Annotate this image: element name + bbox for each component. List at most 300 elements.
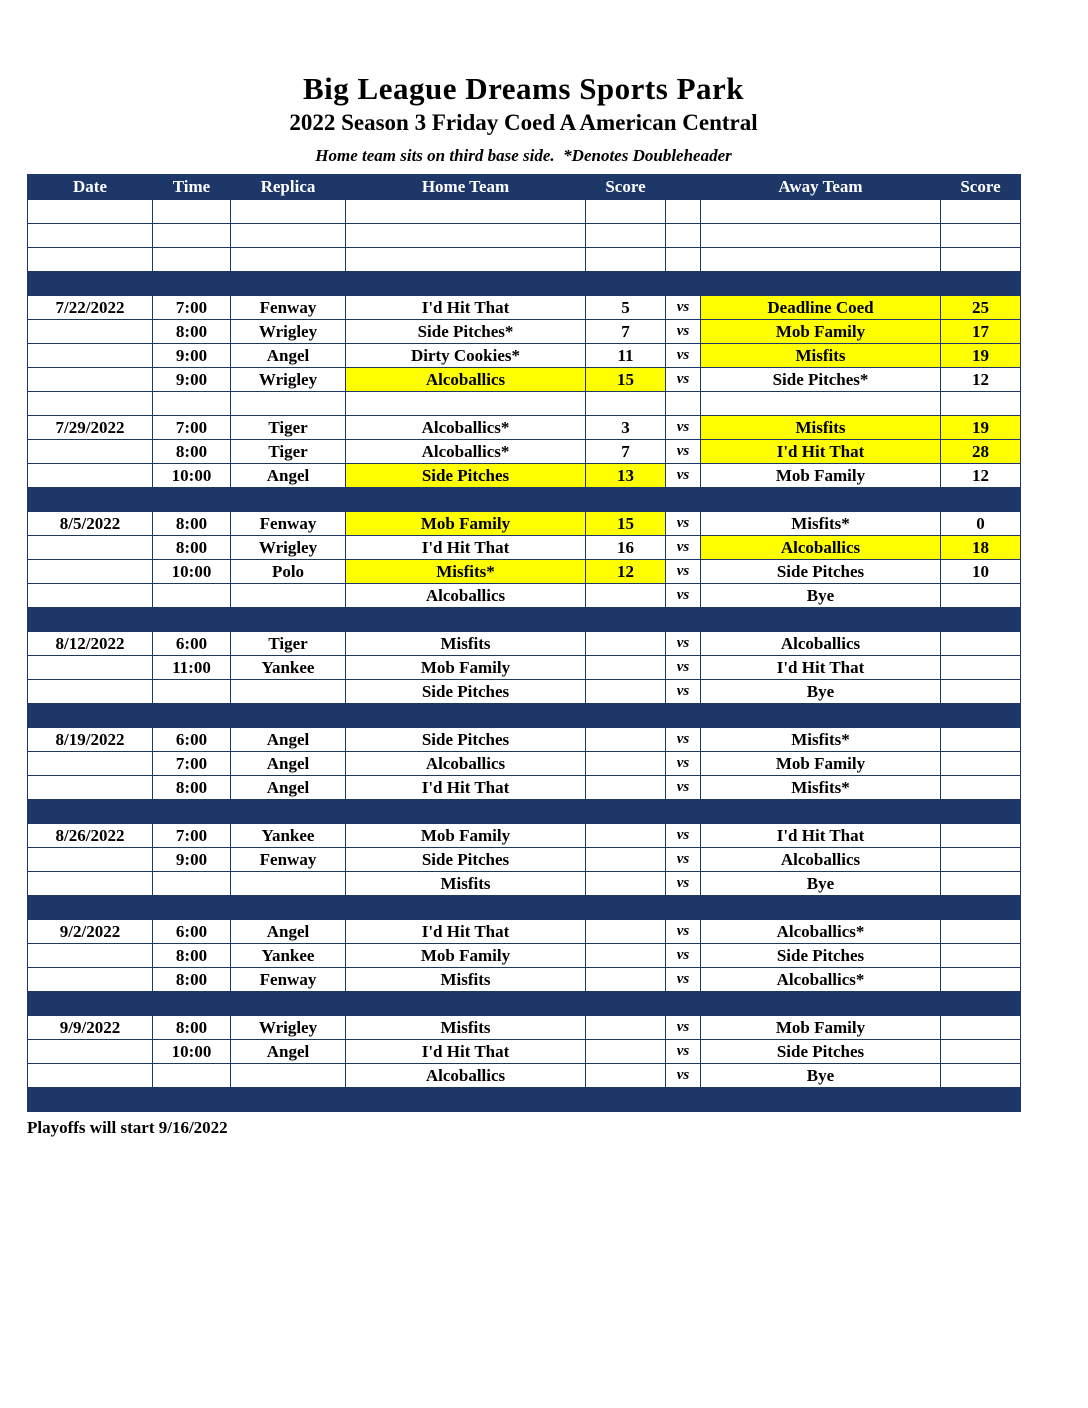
cell-time: 8:00 [153, 944, 231, 968]
cell-away-score: 10 [941, 560, 1021, 584]
cell-home-team: I'd Hit That [346, 296, 586, 320]
cell-home-team: Misfits [346, 632, 586, 656]
cell-home-team: Side Pitches [346, 680, 586, 704]
playoffs-note: Playoffs will start 9/16/2022 [27, 1118, 228, 1137]
cell-date [28, 560, 153, 584]
separator-cell [28, 272, 153, 296]
separator-cell [666, 1088, 701, 1112]
cell-home-score: 7 [586, 440, 666, 464]
separator-cell [231, 992, 346, 1016]
cell-date: 7/29/2022 [28, 416, 153, 440]
cell-home-team: I'd Hit That [346, 1040, 586, 1064]
empty-cell [941, 200, 1021, 224]
cell-away-team: Mob Family [701, 1016, 941, 1040]
cell-away-team: Alcoballics [701, 848, 941, 872]
cell-replica [231, 680, 346, 704]
empty-cell [666, 200, 701, 224]
cell-vs: vs [666, 464, 701, 488]
cell-vs: vs [666, 752, 701, 776]
cell-time [153, 872, 231, 896]
cell-away-score: 12 [941, 464, 1021, 488]
separator-cell [586, 800, 666, 824]
cell-home-score: 15 [586, 368, 666, 392]
cell-home-score: 3 [586, 416, 666, 440]
empty-cell [666, 248, 701, 272]
cell-replica: Wrigley [231, 320, 346, 344]
cell-time: 7:00 [153, 416, 231, 440]
empty-cell [346, 392, 586, 416]
cell-vs: vs [666, 1016, 701, 1040]
cell-replica: Polo [231, 560, 346, 584]
cell-vs: vs [666, 1040, 701, 1064]
empty-cell [941, 392, 1021, 416]
empty-cell [586, 392, 666, 416]
cell-away-team: Misfits [701, 344, 941, 368]
cell-away-team: Bye [701, 584, 941, 608]
cell-home-score: 5 [586, 296, 666, 320]
cell-home-score [586, 848, 666, 872]
cell-replica: Fenway [231, 296, 346, 320]
game-row [28, 824, 1021, 848]
empty-cell [346, 248, 586, 272]
cell-away-team: I'd Hit That [701, 824, 941, 848]
cell-home-score: 13 [586, 464, 666, 488]
separator-cell [666, 992, 701, 1016]
empty-cell [941, 224, 1021, 248]
separator-cell [666, 896, 701, 920]
cell-home-team: Side Pitches [346, 728, 586, 752]
separator-cell [28, 1088, 153, 1112]
cell-replica: Wrigley [231, 1016, 346, 1040]
cell-away-team: Alcoballics* [701, 968, 941, 992]
empty-cell [231, 224, 346, 248]
cell-time: 6:00 [153, 728, 231, 752]
cell-home-score: 16 [586, 536, 666, 560]
separator-cell [28, 704, 153, 728]
cell-time [153, 584, 231, 608]
empty-cell [153, 200, 231, 224]
cell-away-score [941, 584, 1021, 608]
cell-away-team: I'd Hit That [701, 440, 941, 464]
cell-vs: vs [666, 440, 701, 464]
separator-cell [941, 896, 1021, 920]
separator-cell [586, 488, 666, 512]
cell-time: 11:00 [153, 656, 231, 680]
empty-cell [701, 248, 941, 272]
cell-replica: Fenway [231, 512, 346, 536]
separator-cell [346, 704, 586, 728]
cell-date: 9/9/2022 [28, 1016, 153, 1040]
cell-date [28, 464, 153, 488]
game-row [28, 464, 1021, 488]
page-title: Big League Dreams Sports Park [302, 71, 745, 106]
cell-replica: Tiger [231, 440, 346, 464]
game-row [28, 944, 1021, 968]
separator-cell [28, 896, 153, 920]
cell-away-team: Alcoballics [701, 536, 941, 560]
cell-time: 10:00 [153, 1040, 231, 1064]
cell-home-score [586, 680, 666, 704]
separator-cell [231, 704, 346, 728]
cell-away-score: 19 [941, 416, 1021, 440]
cell-home-team: Alcoballics [346, 368, 586, 392]
table-body [28, 200, 1021, 1112]
cell-away-score [941, 680, 1021, 704]
cell-vs: vs [666, 872, 701, 896]
cell-home-score [586, 824, 666, 848]
empty-cell [28, 248, 153, 272]
separator-cell [586, 992, 666, 1016]
cell-vs: vs [666, 728, 701, 752]
cell-home-score [586, 656, 666, 680]
cell-away-score [941, 920, 1021, 944]
game-row [28, 680, 1021, 704]
cell-home-score [586, 776, 666, 800]
game-row [28, 344, 1021, 368]
cell-away-score [941, 968, 1021, 992]
cell-replica: Fenway [231, 848, 346, 872]
cell-home-score [586, 1040, 666, 1064]
empty-cell [666, 392, 701, 416]
separator-cell [346, 1088, 586, 1112]
cell-time: 8:00 [153, 320, 231, 344]
cell-away-score: 25 [941, 296, 1021, 320]
cell-date [28, 536, 153, 560]
cell-date [28, 320, 153, 344]
cell-home-score [586, 968, 666, 992]
schedule-table [27, 174, 1021, 1112]
cell-away-team: Side Pitches [701, 560, 941, 584]
game-row [28, 560, 1021, 584]
separator-cell [701, 704, 941, 728]
empty-cell [701, 224, 941, 248]
separator-cell [941, 800, 1021, 824]
separator-cell [701, 992, 941, 1016]
cell-home-team: Side Pitches* [346, 320, 586, 344]
separator-row [28, 272, 1021, 296]
cell-time: 6:00 [153, 920, 231, 944]
cell-replica: Yankee [231, 944, 346, 968]
separator-row [28, 992, 1021, 1016]
cell-home-score [586, 728, 666, 752]
cell-home-team: Side Pitches [346, 848, 586, 872]
cell-date: 8/19/2022 [28, 728, 153, 752]
page-subtitle: 2022 Season 3 Friday Coed A American Central [289, 110, 758, 135]
cell-date [28, 944, 153, 968]
cell-vs: vs [666, 680, 701, 704]
separator-cell [346, 608, 586, 632]
cell-date [28, 872, 153, 896]
separator-cell [666, 488, 701, 512]
spacer-row [28, 392, 1021, 416]
game-row [28, 728, 1021, 752]
cell-date [28, 776, 153, 800]
cell-away-score: 19 [941, 344, 1021, 368]
cell-replica: Tiger [231, 416, 346, 440]
separator-cell [153, 800, 231, 824]
cell-away-team: Deadline Coed [701, 296, 941, 320]
cell-time: 9:00 [153, 368, 231, 392]
cell-away-score: 17 [941, 320, 1021, 344]
column-header-date: Date [28, 175, 153, 200]
separator-cell [941, 608, 1021, 632]
cell-home-team: Alcoballics* [346, 440, 586, 464]
cell-replica: Wrigley [231, 368, 346, 392]
cell-date [28, 368, 153, 392]
cell-vs: vs [666, 344, 701, 368]
empty-cell [346, 200, 586, 224]
column-header-vs [666, 175, 701, 200]
cell-time: 9:00 [153, 848, 231, 872]
cell-vs: vs [666, 944, 701, 968]
cell-replica: Angel [231, 776, 346, 800]
cell-date: 7/22/2022 [28, 296, 153, 320]
cell-vs: vs [666, 848, 701, 872]
separator-cell [586, 1088, 666, 1112]
cell-vs: vs [666, 560, 701, 584]
cell-away-team: Misfits [701, 416, 941, 440]
cell-vs: vs [666, 1064, 701, 1088]
cell-vs: vs [666, 368, 701, 392]
cell-away-team: Mob Family [701, 464, 941, 488]
cell-time: 10:00 [153, 464, 231, 488]
cell-vs: vs [666, 320, 701, 344]
cell-home-team: Dirty Cookies* [346, 344, 586, 368]
separator-cell [231, 800, 346, 824]
cell-away-team: Side Pitches [701, 1040, 941, 1064]
separator-cell [153, 896, 231, 920]
cell-date [28, 1064, 153, 1088]
cell-date [28, 752, 153, 776]
cell-time: 9:00 [153, 344, 231, 368]
game-row [28, 368, 1021, 392]
cell-away-score [941, 944, 1021, 968]
separator-cell [701, 488, 941, 512]
cell-home-score [586, 944, 666, 968]
separator-cell [346, 992, 586, 1016]
cell-away-team: Misfits* [701, 728, 941, 752]
cell-time: 10:00 [153, 560, 231, 584]
separator-cell [941, 704, 1021, 728]
cell-replica: Wrigley [231, 536, 346, 560]
cell-away-score: 0 [941, 512, 1021, 536]
cell-away-team: Bye [701, 680, 941, 704]
empty-cell [231, 248, 346, 272]
cell-vs: vs [666, 656, 701, 680]
cell-replica: Angel [231, 920, 346, 944]
cell-time: 8:00 [153, 968, 231, 992]
cell-time: 8:00 [153, 1016, 231, 1040]
cell-date [28, 584, 153, 608]
cell-home-team: Mob Family [346, 824, 586, 848]
game-row [28, 632, 1021, 656]
cell-date [28, 440, 153, 464]
separator-cell [701, 272, 941, 296]
game-row [28, 1064, 1021, 1088]
cell-date [28, 344, 153, 368]
separator-cell [153, 704, 231, 728]
cell-home-score: 15 [586, 512, 666, 536]
separator-cell [701, 608, 941, 632]
game-row [28, 416, 1021, 440]
cell-home-team: Mob Family [346, 944, 586, 968]
cell-date [28, 968, 153, 992]
game-row [28, 440, 1021, 464]
schedule-note: Home team sits on third base side. *Denotes Doubleheader [315, 146, 732, 165]
cell-replica: Angel [231, 752, 346, 776]
cell-away-team: Side Pitches* [701, 368, 941, 392]
separator-cell [231, 272, 346, 296]
empty-cell [701, 200, 941, 224]
cell-vs: vs [666, 416, 701, 440]
cell-home-team: Alcoballics [346, 1064, 586, 1088]
game-row [28, 1040, 1021, 1064]
cell-replica [231, 1064, 346, 1088]
cell-home-score [586, 872, 666, 896]
empty-cell [701, 392, 941, 416]
empty-cell [153, 224, 231, 248]
cell-home-score [586, 752, 666, 776]
cell-away-team: Mob Family [701, 752, 941, 776]
separator-cell [28, 800, 153, 824]
cell-vs: vs [666, 512, 701, 536]
cell-home-score: 12 [586, 560, 666, 584]
separator-cell [701, 800, 941, 824]
game-row [28, 1016, 1021, 1040]
empty-cell [586, 224, 666, 248]
separator-row [28, 896, 1021, 920]
cell-vs: vs [666, 824, 701, 848]
cell-home-score [586, 584, 666, 608]
cell-time: 7:00 [153, 824, 231, 848]
separator-cell [153, 992, 231, 1016]
cell-away-score [941, 848, 1021, 872]
cell-replica [231, 872, 346, 896]
cell-home-team: Alcoballics [346, 584, 586, 608]
separator-cell [586, 608, 666, 632]
separator-row [28, 1088, 1021, 1112]
separator-row [28, 608, 1021, 632]
separator-cell [586, 272, 666, 296]
cell-time: 8:00 [153, 776, 231, 800]
empty-cell [153, 248, 231, 272]
separator-cell [701, 896, 941, 920]
separator-cell [941, 488, 1021, 512]
separator-cell [346, 896, 586, 920]
separator-cell [153, 1088, 231, 1112]
empty-cell [153, 392, 231, 416]
cell-vs: vs [666, 632, 701, 656]
empty-cell [28, 224, 153, 248]
cell-home-team: I'd Hit That [346, 920, 586, 944]
cell-away-score [941, 872, 1021, 896]
column-header-home-score: Score [586, 175, 666, 200]
cell-date [28, 848, 153, 872]
game-row [28, 872, 1021, 896]
cell-away-team: Misfits* [701, 776, 941, 800]
cell-date: 8/12/2022 [28, 632, 153, 656]
cell-replica: Angel [231, 1040, 346, 1064]
cell-home-team: Misfits [346, 1016, 586, 1040]
separator-cell [28, 992, 153, 1016]
separator-cell [346, 272, 586, 296]
separator-cell [153, 608, 231, 632]
separator-cell [231, 896, 346, 920]
separator-cell [231, 488, 346, 512]
cell-away-score [941, 824, 1021, 848]
cell-date: 9/2/2022 [28, 920, 153, 944]
cell-away-team: Bye [701, 872, 941, 896]
empty-cell [231, 200, 346, 224]
cell-away-score [941, 752, 1021, 776]
game-row [28, 968, 1021, 992]
empty-cell [666, 224, 701, 248]
cell-replica: Angel [231, 464, 346, 488]
game-row [28, 536, 1021, 560]
separator-cell [28, 608, 153, 632]
cell-away-score: 12 [941, 368, 1021, 392]
cell-away-score [941, 1040, 1021, 1064]
separator-cell [153, 272, 231, 296]
game-row [28, 848, 1021, 872]
cell-away-team: I'd Hit That [701, 656, 941, 680]
empty-cell [586, 200, 666, 224]
cell-home-score: 11 [586, 344, 666, 368]
cell-replica: Angel [231, 728, 346, 752]
cell-home-team: Misfits [346, 872, 586, 896]
cell-away-team: Side Pitches [701, 944, 941, 968]
spacer-row [28, 224, 1021, 248]
cell-date: 8/5/2022 [28, 512, 153, 536]
separator-cell [346, 800, 586, 824]
cell-time: 7:00 [153, 296, 231, 320]
cell-replica: Fenway [231, 968, 346, 992]
cell-home-score [586, 1064, 666, 1088]
cell-vs: vs [666, 776, 701, 800]
cell-away-score [941, 632, 1021, 656]
game-row [28, 776, 1021, 800]
game-row [28, 752, 1021, 776]
cell-vs: vs [666, 296, 701, 320]
column-header-replica: Replica [231, 175, 346, 200]
empty-cell [346, 224, 586, 248]
cell-replica: Tiger [231, 632, 346, 656]
cell-time: 6:00 [153, 632, 231, 656]
cell-replica: Yankee [231, 656, 346, 680]
cell-home-score: 7 [586, 320, 666, 344]
game-row [28, 296, 1021, 320]
cell-away-score: 18 [941, 536, 1021, 560]
separator-row [28, 800, 1021, 824]
separator-cell [941, 1088, 1021, 1112]
cell-away-team: Alcoballics [701, 632, 941, 656]
cell-home-team: I'd Hit That [346, 776, 586, 800]
separator-cell [586, 896, 666, 920]
cell-away-score [941, 1064, 1021, 1088]
separator-cell [153, 488, 231, 512]
separator-cell [666, 704, 701, 728]
cell-time [153, 680, 231, 704]
empty-cell [941, 248, 1021, 272]
separator-cell [346, 488, 586, 512]
empty-cell [28, 392, 153, 416]
separator-cell [666, 608, 701, 632]
cell-away-score [941, 728, 1021, 752]
cell-date: 8/26/2022 [28, 824, 153, 848]
cell-away-score [941, 1016, 1021, 1040]
separator-cell [586, 704, 666, 728]
column-header-time: Time [153, 175, 231, 200]
